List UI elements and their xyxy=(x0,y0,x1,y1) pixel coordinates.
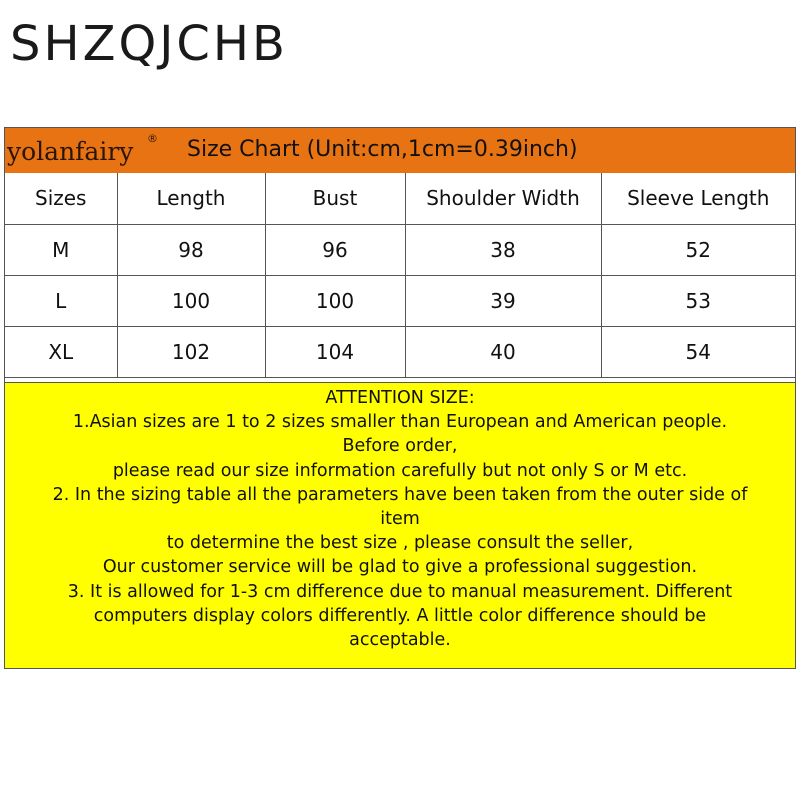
header-cell-length: Length xyxy=(117,173,265,224)
attention-line: Before order, xyxy=(342,436,458,457)
table-cell: 100 xyxy=(117,275,265,326)
table-cell: M xyxy=(5,224,117,275)
table-cell: L xyxy=(5,275,117,326)
chart-title: Size Chart (Unit:cm,1cm=0.39inch) xyxy=(187,137,578,162)
table-cell: 98 xyxy=(117,224,265,275)
brand-name: SHZQJCHB xyxy=(10,16,288,72)
header-cell-shoulder-width: Shoulder Width xyxy=(405,173,601,224)
table-cell: 104 xyxy=(265,326,405,377)
attention-line: 3. It is allowed for 1-3 cm difference due to manual measurement. Different xyxy=(67,581,733,602)
attention-line: 2. In the sizing table all the parameters have been taken from the outer side of xyxy=(52,484,748,505)
attention-line: Our customer service will be glad to give a professional suggestion. xyxy=(102,557,698,578)
attention-line: to determine the best size , please consult the seller, xyxy=(166,533,634,554)
table-cell: 102 xyxy=(117,326,265,377)
table-cell: 53 xyxy=(601,275,795,326)
table-row xyxy=(5,326,795,377)
attention-line: item xyxy=(380,509,420,530)
table-cell: XL xyxy=(5,326,117,377)
attention-line: please read our size information carefully but not only S or M etc. xyxy=(112,460,688,481)
size-table xyxy=(5,173,795,378)
attention-line: 1.Asian sizes are 1 to 2 sizes smaller than European and American people. xyxy=(72,412,728,433)
attention-line: acceptable. xyxy=(349,630,451,651)
table-cell: 38 xyxy=(405,224,601,275)
attention-heading: ATTENTION SIZE: xyxy=(325,388,475,408)
table-cell: 96 xyxy=(265,224,405,275)
header-cell-bust: Bust xyxy=(265,173,405,224)
table-cell: 52 xyxy=(601,224,795,275)
table-header-row xyxy=(5,173,795,224)
table-row xyxy=(5,275,795,326)
header-cell-sleeve-length: Sleeve Length xyxy=(601,173,795,224)
attention-line: computers display colors differently. A little color difference should be xyxy=(93,605,707,626)
table-cell: 39 xyxy=(405,275,601,326)
brand-logo: yolanfairy xyxy=(7,137,134,166)
table-cell: 100 xyxy=(265,275,405,326)
size-chart xyxy=(4,127,796,669)
attention-notice xyxy=(5,382,795,668)
header-cell-sizes: Sizes xyxy=(5,173,117,224)
table-row xyxy=(5,224,795,275)
table-cell: 54 xyxy=(601,326,795,377)
table-cell: 40 xyxy=(405,326,601,377)
chart-header-bar xyxy=(5,128,795,174)
registered-mark: ® xyxy=(147,132,158,145)
